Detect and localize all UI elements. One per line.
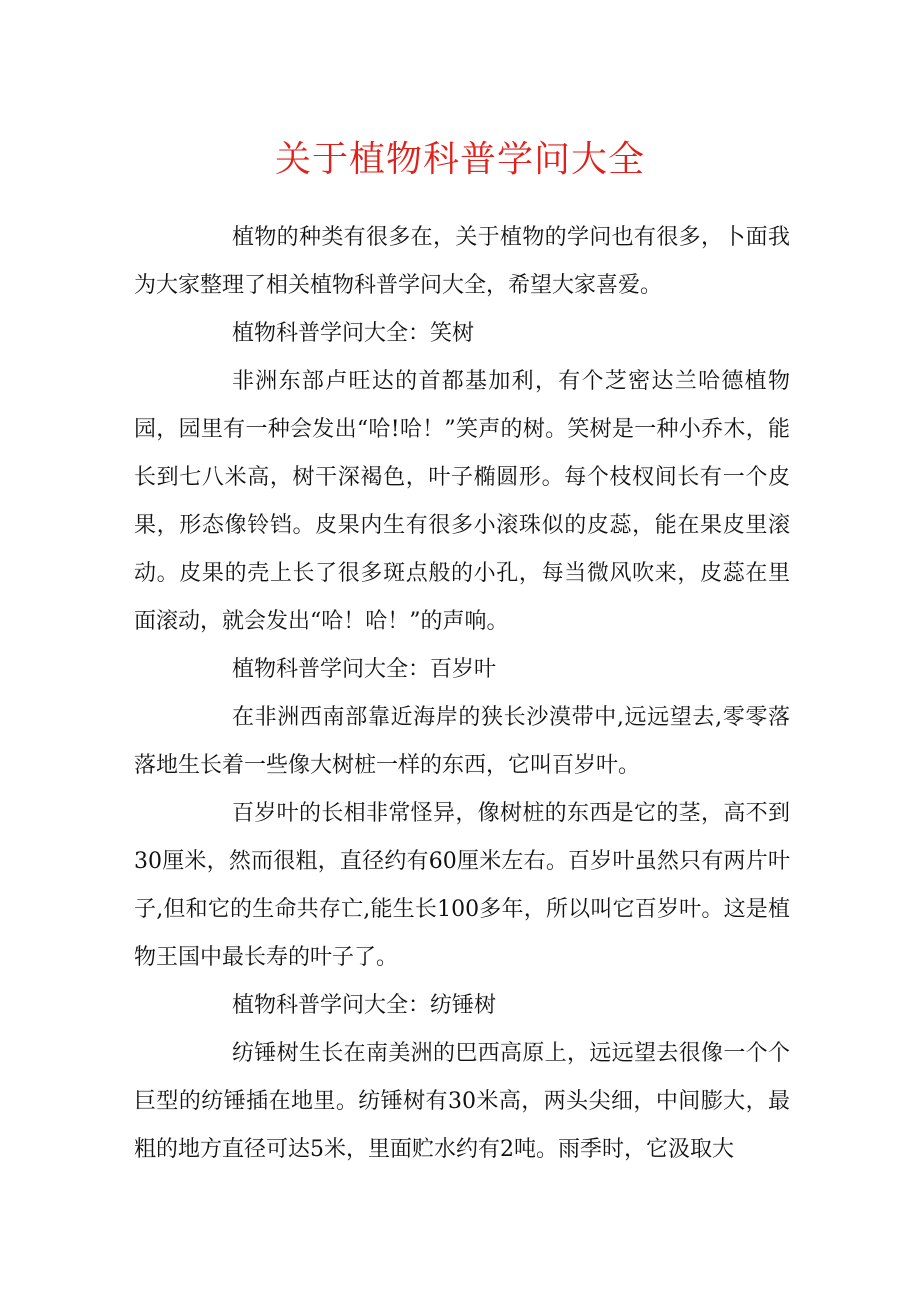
paragraph-welwitschia-detail: 百岁叶的长相非常怪异，像树桩的东西是它的茎，高不到30厘米，然而很粗，直径约有60厘米左右。百岁叶虽然只有两片叶子,但和它的生命共存亡,能生长100多年，所以叫它百岁叶。这是植物王国中最长寿的叶子了。 [134,801,790,970]
section-heading-welwitschia: 植物科普学问大全：百岁叶 [232,657,497,682]
section-heading-bottle-tree: 植物科普学问大全：纺锤树 [232,993,497,1018]
intro-paragraph: 植物的种类有很多在，关于植物的学问也有很多，卜面我为大家整理了相关植物科普学问大全，希望大家喜爱。 [134,225,790,298]
section-heading-laughing-tree: 植物科普学问大全：笑树 [232,321,475,346]
paragraph-laughing-tree: 非洲东部卢旺达的首都基加利，有个芝密达兰哈德植物园，园里有一种会发出“哈!哈！”笑声的树。笑树是一种小乔木，能长到七八米高，树干深褐色，叶子椭圆形。每个枝杈间长有一个皮果，形态像铃铛。皮果内生有很多小滚珠似的皮蕊，能在果皮里滚动。皮果的壳上长了很多斑点般的小孔，每当微风吹来，皮蕊在里面滚动，就会发出“哈！哈！”的声响。 [134,369,790,634]
paragraph-welwitschia-intro: 在非洲西南部靠近海岸的狭长沙漠带中,远远望去,零零落落地生长着一些像大树桩一样的东西，它叫百岁叶。 [134,705,790,778]
document-body [134,214,790,1174]
document-title: 关于植物科普学问大全 [274,139,645,180]
paragraph-bottle-tree: 纺锤树生长在南美洲的巴西高原上，远远望去很像一个个巨型的纺锤插在地里。纺锤树有30米高，两头尖细，中间膨大，最粗的地方直径可达5米，里面贮水约有2吨。雨季时，它汲取大 [134,1041,790,1162]
